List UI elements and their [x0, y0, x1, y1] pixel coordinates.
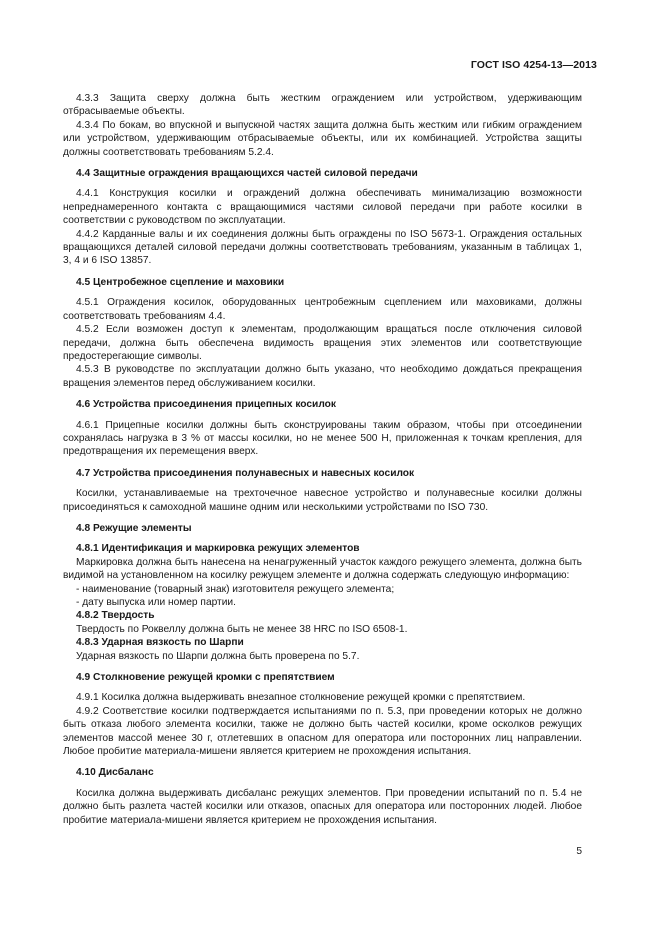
- paragraph: 4.6.1 Прицепные косилки должны быть сконструированы таким образом, чтобы при отсоединении сохранялась нагрузка в 3 % от массы косилки, но не менее 500 Н, приложенная к точкам крепления, для предотвращения их перемещения вверх.: [63, 419, 582, 458]
- paragraph: 4.4.1 Конструкция косилки и ограждений должна обеспечивать минимализацию возможности непреднамеренного контакта с вращающимися частями силовой передачи при работе косилки в соответствии с руководством по эксплуатации.: [63, 188, 582, 227]
- paragraph: - наименование (товарный знак) изготовителя режущего элемента;: [76, 583, 395, 595]
- paragraph: 4.9.2 Соответствие косилки подтверждается испытаниями по п. 5.3, при проведении которых не должно быть отказа любого элемента косилки, также не должно быть частей косилки, кроме осколков режущих элементов массой менее 30 г, отлетевших в опасном для оператора или посторонних лиц направлении. Любое пробитие материала-мишени является критерием не прохождения испытания.: [63, 705, 582, 758]
- subsection-heading: 4.8.1 Идентификация и маркировка режущих элементов: [76, 543, 360, 555]
- paragraph: - дату выпуска или номер партии.: [76, 597, 236, 608]
- paragraph: 4.4.2 Карданные валы и их соединения должны быть ограждены по ISO 5673-1. Ограждения остальных вращающихся деталей силовой передачи должны соответствовать требованиям, указанным в таблицах 1, 3, 4 и 6 ISO 13857.: [63, 228, 582, 267]
- subsection-heading: 4.8.3 Ударная вязкость по Шарпи: [76, 637, 244, 649]
- paragraph: 4.3.3 Защита сверху должна быть жестким ограждением или устройством, удерживающим отбрасываемые объекты.: [63, 93, 582, 118]
- document-body: [63, 92, 582, 827]
- paragraph: Ударная вязкость по Шарпи должна быть проверена по 5.7.: [76, 650, 360, 662]
- subsection-heading: 4.8.2 Твердость: [76, 610, 155, 622]
- paragraph: Маркировка должна быть нанесена на ненагруженный участок каждого режущего элемента, должна быть видимой на установленном на косилку режущем элементе и должна содержать следующую информацию:: [63, 556, 582, 582]
- page-number: 5: [576, 846, 582, 857]
- section-heading: 4.6 Устройства присоединения прицепных косилок: [76, 399, 336, 411]
- paragraph: 4.5.2 Если возможен доступ к элементам, продолжающим вращаться после отключения силовой передачи, должна быть обеспечена видимость вращения этих элементов или соответствующие предостерегающие символы.: [63, 324, 582, 362]
- section-heading: 4.10 Дисбаланс: [76, 767, 154, 779]
- section-heading: 4.9 Столкновение режущей кромки с препятствием: [76, 672, 335, 684]
- paragraph: 4.9.1 Косилка должна выдерживать внезапное столкновение режущей кромки с препятствием.: [76, 692, 526, 704]
- section-heading: 4.4 Защитные ограждения вращающихся частей силовой передачи: [76, 168, 418, 180]
- paragraph: Косилки, устанавливаемые на трехточечное навесное устройство и полунавесные косилки должны присоединяться к самоходной машине одним или несколькими устройствами по ISO 730.: [63, 488, 582, 513]
- section-heading: 4.5 Центробежное сцепление и маховики: [76, 276, 285, 288]
- document-header: ГОСТ ISO 4254-13—2013: [470, 59, 597, 71]
- paragraph: 4.5.1 Ограждения косилок, оборудованных центробежным сцеплением или маховиками, должны соответствовать требованиям 4.4.: [63, 297, 582, 322]
- paragraph: 4.3.4 По бокам, во впускной и выпускной частях защита должна быть жестким или гибким ограждением или устройством, удерживающим отбрасываемые объекты, или их комбинацией. Устройства защиты должны соответствовать требованиям 5.2.4.: [63, 119, 582, 158]
- section-heading: 4.8 Режущие элементы: [76, 522, 192, 534]
- paragraph: Твердость по Роквеллу должна быть не менее 38 HRC по ISO 6508-1.: [76, 623, 408, 635]
- paragraph: 4.5.3 В руководстве по эксплуатации должно быть указано, что необходимо дождаться прекращения вращения элементов перед обслуживанием косилки.: [63, 364, 582, 389]
- section-heading: 4.7 Устройства присоединения полунавесных и навесных косилок: [76, 467, 415, 479]
- paragraph: Косилка должна выдерживать дисбаланс режущих элементов. При проведении испытаний по п. 5.4 не должно быть разлета частей косилки или отказов, опасных для оператора или посторонних людей. Любое пробитие материала-мишени является критерием не прохождения испытания.: [63, 787, 582, 826]
